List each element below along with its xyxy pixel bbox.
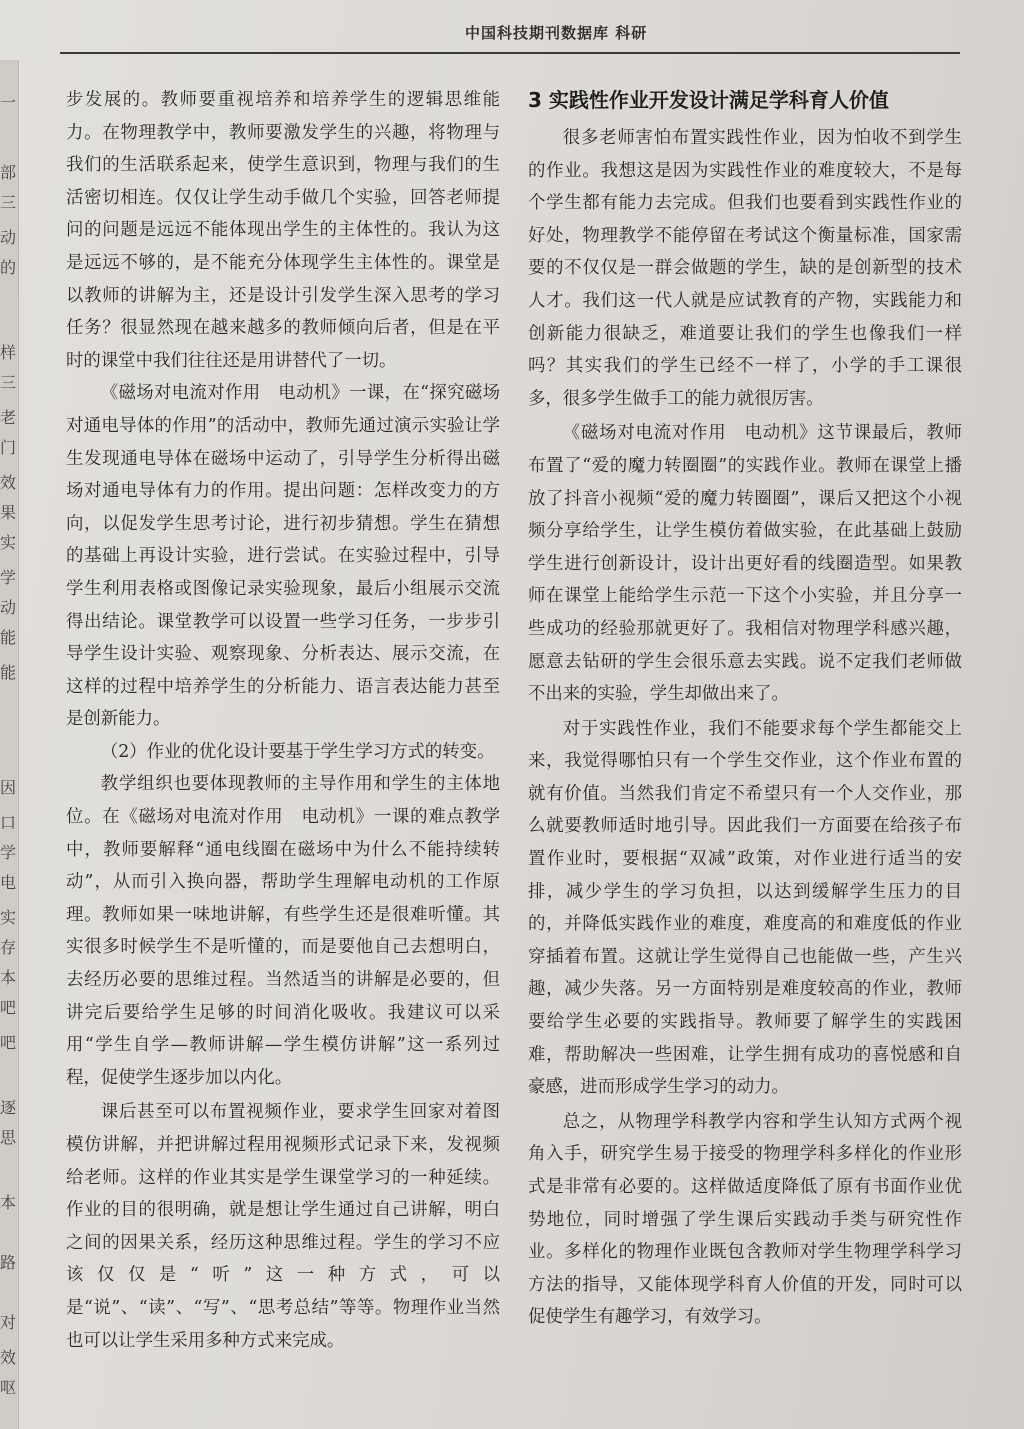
adjacent-page-glyph: 老 [0, 408, 17, 427]
page-header [60, 18, 960, 54]
left-paragraph-2: 《磁场对电流对作用 电动机》一课，在“探究磁场对通电导体的作用”的活动中，教师先通过演示实验让学生发现通电导体在磁场中运动了，引导学生分析得出磁场对通电导体有力的作用。提出问题：怎样改变力的方向，以促发学生思考讨论，进行初步猜想。学生在猜想的基础上再设计实验，进行尝试。在实验过程中，引导学生利用表格或图像记录实验现象，最后小组展示交流得出结论。课堂教学可以设置一些学习任务，一步步引导学生设计实验、观察现象、分析表达、展示交流，在这样的过程中培养学生的分析能力、语言表达能力甚至是创新能力。 [66, 383, 500, 730]
adjacent-page-glyph: 学 [0, 843, 17, 862]
adjacent-page-glyph: 思 [0, 1128, 17, 1147]
adjacent-page-glyph: 实 [0, 533, 17, 552]
right-paragraph-2: 《磁场对电流对作用 电动机》这节课最后，教师布置了“爱的魔力转圈圈”的实践作业。教师在课堂上播放了抖音小视频“爱的魔力转圈圈”，课后又把这个小视频分享给学生，让学生模仿着做实验，在此基础上鼓励学生进行创新设计，设计出更好看的线圈造型。如果教师在课堂上能给学生示范一下这个小实验，并且分享一些成功的经验那就更好了。我相信对物理学科感兴趣，愿意去钻研的学生会很乐意去实践。说不定我们老师做不出来的实验，学生却做出来了。 [528, 423, 962, 705]
right-paragraph-4: 总之，从物理学科教学内容和学生认知方式两个视角入手，研究学生易于接受的物理学科多样化的作业形式是非常有必要的。这样做适度降低了原有书面作业优势地位，同时增强了学生课后实践动手类与研究性作业。多样化的物理作业既包含教师对学生物理学科学习方法的指导，又能体现学科育人价值的开发，同时可以促使学生有趣学习，有效学习。 [528, 1111, 962, 1328]
adjacent-page-glyph: 本 [0, 968, 17, 987]
adjacent-page-glyph: 路 [0, 1253, 17, 1272]
adjacent-page-glyph: 吧 [0, 998, 17, 1017]
adjacent-page-glyph: 电 [0, 873, 17, 892]
adjacent-page-glyph: 吧 [0, 1033, 17, 1052]
adjacent-page-glyph: 本 [0, 1193, 17, 1212]
left-column [66, 84, 500, 1357]
left-paragraph-5: 课后甚至可以布置视频作业，要求学生回家对着图模仿讲解，并把讲解过程用视频形式记录下来，发视频给老师。这样的作业其实是学生课堂学习的一种延续。作业的目的很明确，就是想让学生通过自己讲解，明白之间的因果关系，经历这种思维过程。学生的学习不应该仅仅是“听”这一种方式，可以是“说”、“读”、“写”、“思考总结”等等。物理作业当然也可以让学生采用多种方式来完成。 [66, 1102, 500, 1351]
left-paragraph-4: 教学组织也要体现教师的主导作用和学生的主体地位。在《磁场对电流对作用 电动机》一课的难点教学中，教师要解释“通电线圈在磁场中为什么不能持续转动”，从而引入换向器，帮助学生理解电动机的工作原理。教师如果一味地讲解，有些学生还是很难听懂。其实很多时候学生不是听懂的，而是要他自己去想明白，去经历必要的思维过程。当然适当的讲解是必要的，但讲完后要给学生足够的时间消化吸收。我建议可以采用“学生自学—教师讲解—学生模仿讲解”这一系列过程，促使学生逐步加以内化。 [66, 774, 500, 1088]
adjacent-page-glyph: 的 [0, 258, 17, 277]
adjacent-page-glyph: 动 [0, 598, 17, 617]
adjacent-page-glyph: 口 [0, 813, 17, 832]
left-paragraph-3: （2）作业的优化设计要基于学生学习方式的转变。 [100, 741, 495, 762]
adjacent-page-glyph: 能 [0, 628, 17, 647]
adjacent-page-glyph: 对 [0, 1313, 17, 1332]
adjacent-page-glyph: 效 [0, 473, 17, 492]
adjacent-page-glyph: 部 [0, 163, 17, 182]
adjacent-page-glyph: 果 [0, 503, 17, 522]
right-paragraph-1: 很多老师害怕布置实践性作业，因为怕收不到学生的作业。我想这是因为实践性作业的难度较大，不是每个学生都有能力去完成。但我们也要看到实践性作业的好处，物理教学不能停留在考试这个衡量标准，国家需要的不仅仅是一群会做题的学生，缺的是创新型的技术人才。我们这一代人就是应试教育的产物，实践能力和创新能力很缺乏，难道要让我们的学生也像我们一样吗？其实我们的学生已经不一样了，小学的手工课很多，很多学生做手工的能力就很厉害。 [528, 128, 962, 409]
adjacent-page-glyph: 三 [0, 373, 17, 392]
adjacent-page-glyph: 一 [0, 93, 17, 112]
adjacent-page-glyph: 门 [0, 438, 17, 457]
journal-title: 中国科技期刊数据库 科研 [465, 24, 648, 42]
right-column [528, 84, 962, 1334]
adjacent-page-edge [0, 60, 19, 1429]
adjacent-page-glyph: 实 [0, 908, 17, 927]
adjacent-page-glyph: 呕 [0, 1378, 17, 1397]
adjacent-page-glyph: 动 [0, 228, 17, 247]
adjacent-page-glyph: 存 [0, 938, 17, 957]
section-heading: 3 实践性作业开发设计满足学科育人价值 [528, 88, 889, 112]
adjacent-page-glyph: 能 [0, 663, 17, 682]
right-paragraph-3: 对于实践性作业，我们不能要求每个学生都能交上来，我觉得哪怕只有一个学生交作业，这个作业布置的就有价值。当然我们肯定不希望只有一个人交作业，那么就要教师适时地引导。因此我们一方面要在给孩子布置作业时，要根据“双减”政策，对作业进行适当的安排，减少学生的学习负担，以达到缓解学生压力的目的，并降低实践作业的难度，难度高的和难度低的作业穿插着布置。这就让学生觉得自己也能做一些，产生兴趣，减少失落。另一方面特别是难度较高的作业，教师要给学生必要的实践指导。教师要了解学生的实践困难，帮助解决一些困难，让学生拥有成功的喜悦感和自豪感，进而形成学生学习的动力。 [528, 718, 962, 1098]
adjacent-page-glyph: 样 [0, 343, 17, 362]
adjacent-page-glyph: 逐 [0, 1098, 17, 1117]
adjacent-page-glyph: 效 [0, 1348, 17, 1367]
adjacent-page-glyph: 因 [0, 778, 17, 797]
adjacent-page-glyph: 学 [0, 568, 17, 587]
adjacent-page-glyph: 三 [0, 193, 17, 212]
left-paragraph-1: 步发展的。教师要重视培养和培养学生的逻辑思维能力。在物理教学中，教师要激发学生的兴趣，将物理与我们的生活联系起来，使学生意识到，物理与我们的生活密切相连。仅仅让学生动手做几个实验，回答老师提问的问题是远远不能体现出学生的主体性的。我认为这是远远不够的，是不能充分体现学生主体性的。课堂是以教师的讲解为主，还是设计引发学生深入思考的学习任务？很显然现在越来越多的教师倾向后者，但是在平时的课堂中我们往往还是用讲替代了一切。 [66, 90, 500, 371]
